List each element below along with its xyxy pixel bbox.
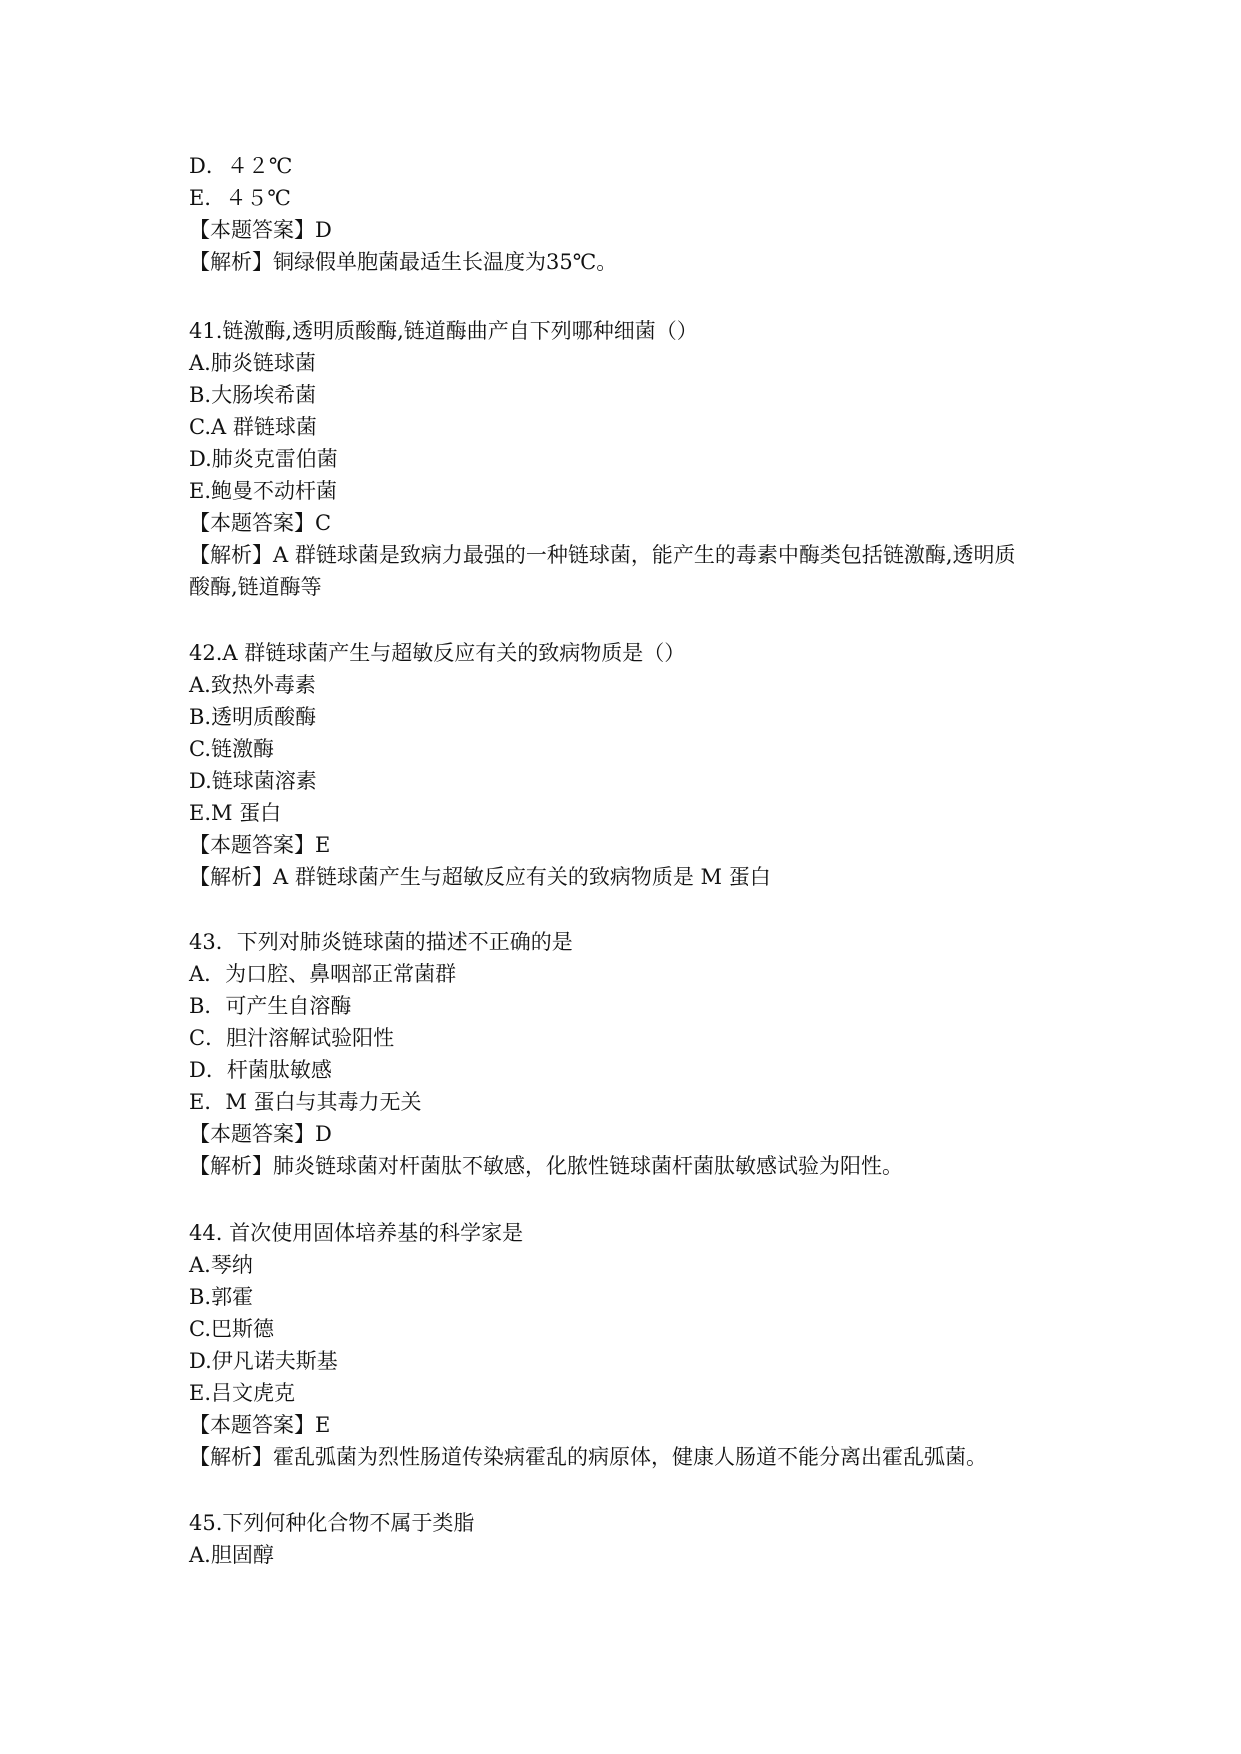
option-b: B.郭霍: [189, 1285, 254, 1309]
option-a: A.胆固醇: [189, 1543, 274, 1567]
option-b: B.大肠埃希菌: [189, 383, 317, 407]
answer-line: 【本题答案】D: [189, 218, 332, 242]
answer-line: 【本题答案】D: [189, 1122, 332, 1146]
option-c: C．胆汁溶解试验阳性: [189, 1026, 395, 1050]
answer-line: 【本题答案】C: [189, 511, 332, 535]
option-b: B．可产生自溶酶: [189, 994, 352, 1018]
question-44: 44. 首次使用固体培养基的科学家是: [189, 1221, 524, 1245]
option-c: C.巴斯德: [189, 1317, 274, 1341]
option-a: A.琴纳: [189, 1253, 253, 1277]
option-d: D.链球菌溶素: [189, 769, 317, 793]
explanation-line: 【解析】霍乱弧菌为烈性肠道传染病霍乱的病原体，健康人肠道不能分离出霍乱弧菌。: [189, 1445, 987, 1469]
option-e: E.M 蛋白: [189, 801, 282, 825]
option-e: E.吕文虎克: [189, 1381, 296, 1405]
option-c: C.A 群链球菌: [189, 415, 317, 439]
option-a: A.肺炎链球菌: [189, 351, 316, 375]
answer-line: 【本题答案】E: [189, 833, 331, 857]
option-a: A.致热外毒素: [189, 673, 316, 697]
explanation-line: 【解析】A 群链球菌是致病力最强的一种链球菌，能产生的毒素中酶类包括链激酶,透明质: [189, 543, 1016, 567]
option-a: A．为口腔、鼻咽部正常菌群: [189, 962, 457, 986]
answer-line: 【本题答案】E: [189, 1413, 331, 1437]
explanation-continuation: 酸酶,链道酶等: [189, 575, 322, 599]
option-e: E.鲍曼不动杆菌: [189, 479, 338, 503]
option-d: D．杆菌肽敏感: [189, 1058, 332, 1082]
explanation-line: 【解析】肺炎链球菌对杆菌肽不敏感，化脓性链球菌杆菌肽敏感试验为阳性。: [189, 1154, 903, 1178]
option-b: B.透明质酸酶: [189, 705, 317, 729]
option-c: C.链激酶: [189, 737, 274, 761]
option-d: D.伊凡诺夫斯基: [189, 1349, 338, 1373]
question-41: 41.链激酶,透明质酸酶,链道酶曲产自下列哪种细菌（）: [189, 319, 698, 343]
option-e: E．M 蛋白与其毒力无关: [189, 1090, 422, 1114]
question-45: 45.下列何种化合物不属于类脂: [189, 1511, 475, 1535]
question-42: 42.A 群链球菌产生与超敏反应有关的致病物质是（）: [189, 641, 686, 665]
explanation-line: 【解析】A 群链球菌产生与超敏反应有关的致病物质是 M 蛋白: [189, 865, 771, 889]
explanation-line: 【解析】铜绿假单胞菌最适生长温度为35℃。: [189, 250, 618, 274]
question-43: 43．下列对肺炎链球菌的描述不正确的是: [189, 930, 573, 954]
option-e: E．４５℃: [189, 186, 291, 210]
option-d: D．４２℃: [189, 154, 293, 178]
option-d: D.肺炎克雷伯菌: [189, 447, 338, 471]
